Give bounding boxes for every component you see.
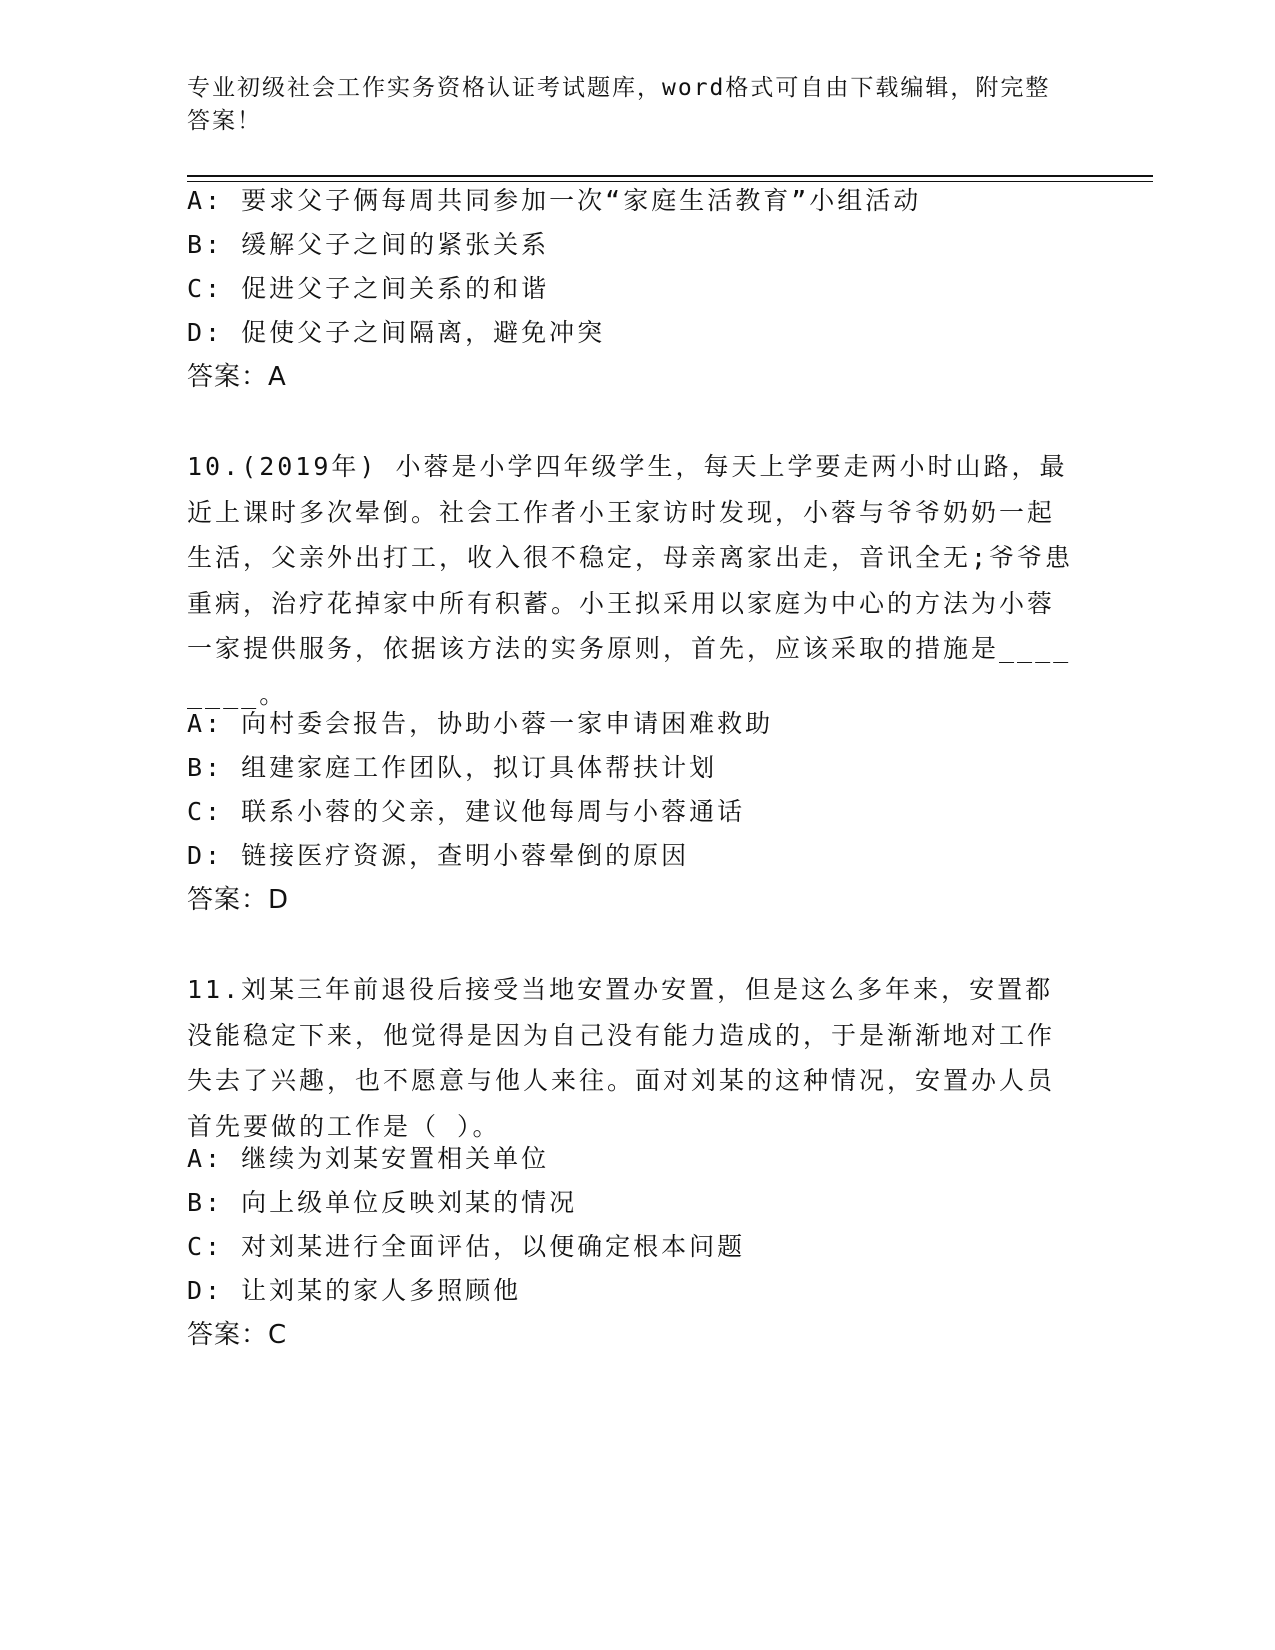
q9-option-a: A: 要求父子俩每周共同参加一次“家庭生活教育”小组活动 (187, 186, 922, 215)
q9-option-d: D: 促使父子之间隔离，避免冲突 (187, 318, 606, 347)
q10-option-d: D: 链接医疗资源，查明小蓉晕倒的原因 (187, 841, 690, 870)
q11-option-d: D: 让刘某的家人多照顾他 (187, 1276, 522, 1305)
q11-stem: 11.刘某三年前退役后接受当地安置办安置，但是这么多年来，安置都没能稳定下来，他觉得是因为自己没有能力造成的，于是渐渐地对工作失去了兴趣，也不愿意与他人来往。面对刘某的这种情况，安置办人员首先要做的工作是（ ）。 (187, 975, 1056, 1141)
header-divider-thick (187, 175, 1153, 177)
document-header: 专业初级社会工作实务资格认证考试题库，word格式可自由下载编辑，附完整答案！ (187, 75, 1051, 134)
q10-option-a: A: 向村委会报告，协助小蓉一家申请困难救助 (187, 709, 774, 738)
q9-answer: 答案：A (187, 362, 287, 392)
q10-answer: 答案：D (187, 885, 290, 915)
q11-option-a: A: 继续为刘某安置相关单位 (187, 1144, 550, 1173)
q10-stem: 10.(2019年) 小蓉是小学四年级学生，每天上学要走两小时山路，最近上课时多次晕倒。社会工作者小王家访时发现，小蓉与爷爷奶奶一起生活，父亲外出打工，收入很不稳定，母亲离家出走，音讯全无;爷爷患重病，治疗花掉家中所有积蓄。小王拟采用以家庭为中心的方法为小蓉一家提供服务，依据该方法的实务原则，首先，应该采取的措施是________。 (187, 452, 1074, 709)
header-divider-thin (187, 181, 1153, 182)
q11-option-c: C: 对刘某进行全面评估，以便确定根本问题 (187, 1232, 746, 1261)
q9-option-c: C: 促进父子之间关系的和谐 (187, 274, 550, 303)
q11-option-b: B: 向上级单位反映刘某的情况 (187, 1188, 578, 1217)
q10-option-c: C: 联系小蓉的父亲，建议他每周与小蓉通话 (187, 797, 746, 826)
q10-option-b: B: 组建家庭工作团队，拟订具体帮扶计划 (187, 753, 718, 782)
q11-answer: 答案：C (187, 1320, 288, 1350)
q9-option-b: B: 缓解父子之间的紧张关系 (187, 230, 550, 259)
